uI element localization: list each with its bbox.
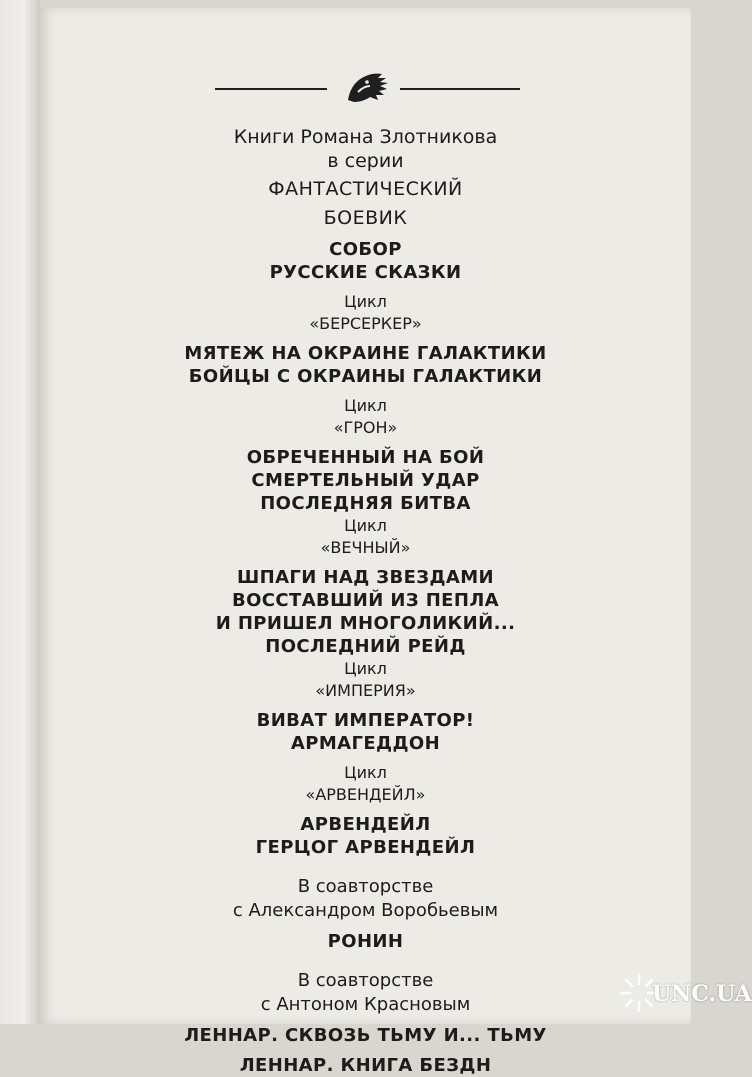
- coauthor-label: В соавторстве: [297, 876, 434, 897]
- bibliography-list: [40, 125, 691, 1077]
- ornament-rule-right: [400, 88, 520, 90]
- book-title: ШПАГИ НАД ЗВЕЗДАМИ: [236, 567, 495, 588]
- in-series-line: в серии: [327, 150, 404, 172]
- book-title: БОЙЦЫ С ОКРАИНЫ ГАЛАКТИКИ: [188, 366, 543, 387]
- book-page: [40, 8, 752, 1076]
- coauthor-label: В соавторстве: [297, 970, 434, 991]
- book-title: ПОСЛЕДНЯЯ БИТВА: [260, 493, 471, 514]
- ornament-rule-left: [215, 88, 327, 90]
- cycle-name: «АРВЕНДЕЙЛ»: [305, 785, 426, 804]
- watermark: [618, 970, 752, 1020]
- book-title: СОБОР: [329, 239, 402, 260]
- cycle-label: Цикл: [344, 659, 387, 678]
- coauthor-name: с Антоном Красновым: [260, 994, 471, 1015]
- cycle-label: Цикл: [344, 763, 387, 782]
- book-title: ГЕРЦОГ АРВЕНДЕЙЛ: [255, 837, 476, 858]
- cycle-name: «ВЕЧНЫЙ»: [320, 538, 411, 557]
- book-title: СМЕРТЕЛЬНЫЙ УДАР: [251, 470, 480, 491]
- book-title: ПОСЛЕДНИЙ РЕЙД: [265, 636, 466, 657]
- cycle-name: «БЕРСЕРКЕР»: [309, 314, 422, 333]
- book-title: АРВЕНДЕЙЛ: [300, 814, 431, 835]
- book-title: ОБРЕЧЕННЫЙ НА БОЙ: [246, 447, 485, 468]
- book-title: ВОССТАВШИЙ ИЗ ПЕПЛА: [231, 590, 500, 611]
- cycle-name: «ИМПЕРИЯ»: [315, 681, 416, 700]
- book-title: И ПРИШЕЛ МНОГОЛИКИЙ...: [215, 613, 516, 634]
- book-title: АРМАГЕДДОН: [290, 733, 441, 754]
- cycle-label: Цикл: [344, 396, 387, 415]
- author-line: Книги Романа Злотникова: [233, 126, 498, 148]
- coauthor-name: с Александром Воробьевым: [232, 900, 499, 921]
- cycle-label: Цикл: [344, 292, 387, 311]
- series-name-line-1: ФАНТАСТИЧЕСКИЙ: [268, 178, 463, 200]
- cycle-name: «ГРОН»: [333, 418, 398, 437]
- book-title: РОНИН: [327, 931, 404, 952]
- book-title: РУССКИЕ СКАЗКИ: [269, 262, 462, 283]
- facing-page-edge: [0, 0, 40, 1024]
- watermark-text: UNC.UA: [652, 981, 752, 1007]
- book-title: ВИВАТ ИМПЕРАТОР!: [256, 710, 475, 731]
- cycle-label: Цикл: [344, 516, 387, 535]
- book-title: ЛЕННАР. СКВОЗЬ ТЬМУ И... ТЬМУ: [184, 1025, 547, 1046]
- book-title: ЛЕННАР. КНИГА БЕЗДН: [239, 1055, 492, 1076]
- dragon-emblem-icon: [340, 70, 396, 106]
- series-name-line-2: БОЕВИК: [323, 207, 408, 229]
- header-ornament: [40, 68, 691, 108]
- book-title: МЯТЕЖ НА ОКРАИНЕ ГАЛАКТИКИ: [184, 343, 547, 364]
